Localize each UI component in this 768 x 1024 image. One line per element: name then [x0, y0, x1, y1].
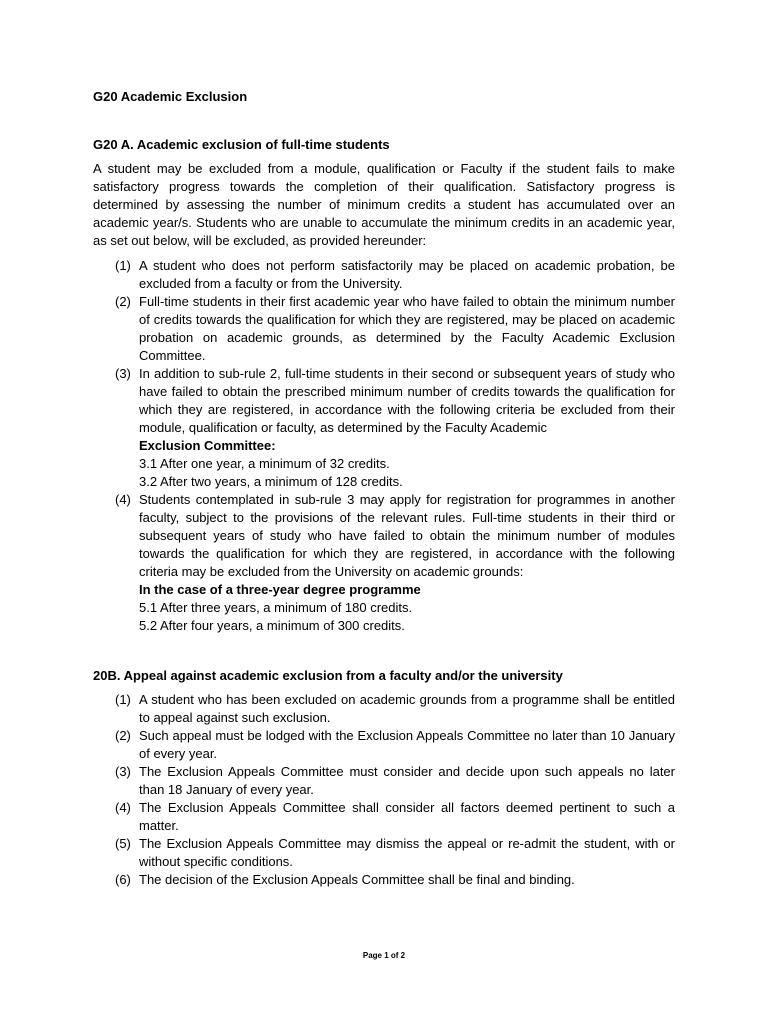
section-b-rules	[93, 691, 675, 889]
rule-item	[93, 835, 675, 871]
rule-number: (3)	[115, 764, 131, 779]
rule-item	[93, 871, 675, 889]
rule-item	[93, 799, 675, 835]
rule-bold-line: Exclusion Committee:	[139, 438, 276, 453]
section-a-rules	[93, 257, 675, 635]
section-a-intro: A student may be excluded from a module, qualification or Faculty if the student fails to make satisfactory progress towards the completion of their qualification. Satisfactory progress is determined by assessing the number of minimum credits a student has accumulated over an academic year/s. Students who are unable to accumulate the minimum credits in an academic year, as set out below, will be excluded, as provided hereunder:	[93, 161, 675, 248]
rule-text: A student who does not perform satisfactorily may be placed on academic probation, be excluded from a faculty or from the University.	[139, 258, 675, 291]
rule-number: (2)	[115, 728, 131, 743]
rule-number: (4)	[115, 800, 131, 815]
rule-number: (2)	[115, 294, 131, 309]
rule-text: The Exclusion Appeals Committee may dismiss the appeal or re-admit the student, with or without specific conditions.	[139, 836, 675, 869]
section-b-heading: 20B. Appeal against academic exclusion from a faculty and/or the university	[93, 668, 563, 683]
page-number: Page 1 of 2	[362, 951, 406, 960]
rule-item	[93, 365, 675, 491]
rule-number: (3)	[115, 366, 131, 381]
rule-sub-item: 5.1 After three years, a minimum of 180 credits.	[139, 600, 413, 615]
rule-sub-item: 3.2 After two years, a minimum of 128 credits.	[139, 474, 403, 489]
rule-item	[93, 491, 675, 635]
page-content	[93, 88, 675, 889]
rule-sub-item: 3.1 After one year, a minimum of 32 credits.	[139, 456, 390, 471]
rule-item	[93, 293, 675, 365]
rule-text: Such appeal must be lodged with the Exclusion Appeals Committee no later than 10 January of every year.	[139, 728, 675, 761]
rule-bold-line: In the case of a three-year degree programme	[139, 582, 421, 597]
rule-text: Full-time students in their first academic year who have failed to obtain the minimum number of credits towards the qualification for which they are registered, may be placed on academic probation on academic grounds, as determined by the Faculty Academic Exclusion Committee.	[139, 294, 675, 363]
rule-text: The decision of the Exclusion Appeals Committee shall be final and binding.	[139, 872, 575, 887]
rule-item	[93, 763, 675, 799]
section-b	[93, 667, 675, 889]
rule-number: (1)	[115, 692, 131, 707]
rule-item	[93, 691, 675, 727]
rule-number: (4)	[115, 492, 131, 507]
rule-text: The Exclusion Appeals Committee must consider and decide upon such appeals no later than 18 January of every year.	[139, 764, 675, 797]
rule-number: (1)	[115, 258, 131, 273]
rule-text: In addition to sub-rule 2, full-time students in their second or subsequent years of study who have failed to obtain the prescribed minimum number of credits towards the qualification for which they are registered, in accordance with the following criteria be excluded from their module, qualification or faculty, as determined by the Faculty Academic	[139, 366, 675, 435]
section-a-heading: G20 A. Academic exclusion of full-time students	[93, 137, 390, 152]
rule-sub-item: 5.2 After four years, a minimum of 300 credits.	[139, 618, 405, 633]
rule-text: The Exclusion Appeals Committee shall consider all factors deemed pertinent to such a matter.	[139, 800, 675, 833]
document-title: G20 Academic Exclusion	[93, 89, 248, 104]
rule-number: (5)	[115, 836, 131, 851]
rule-item	[93, 257, 675, 293]
rule-text: Students contemplated in sub-rule 3 may apply for registration for programmes in another faculty, subject to the provisions of the relevant rules. Full-time students in their third or subsequent years of study who have failed to obtain the minimum number of modules towards the qualification for which they are registered, in accordance with the following criteria may be excluded from the University on academic grounds:	[139, 492, 675, 579]
rule-text: A student who has been excluded on academic grounds from a programme shall be entitled to appeal against such exclusion.	[139, 692, 675, 725]
rule-number: (6)	[115, 872, 131, 887]
rule-item	[93, 727, 675, 763]
